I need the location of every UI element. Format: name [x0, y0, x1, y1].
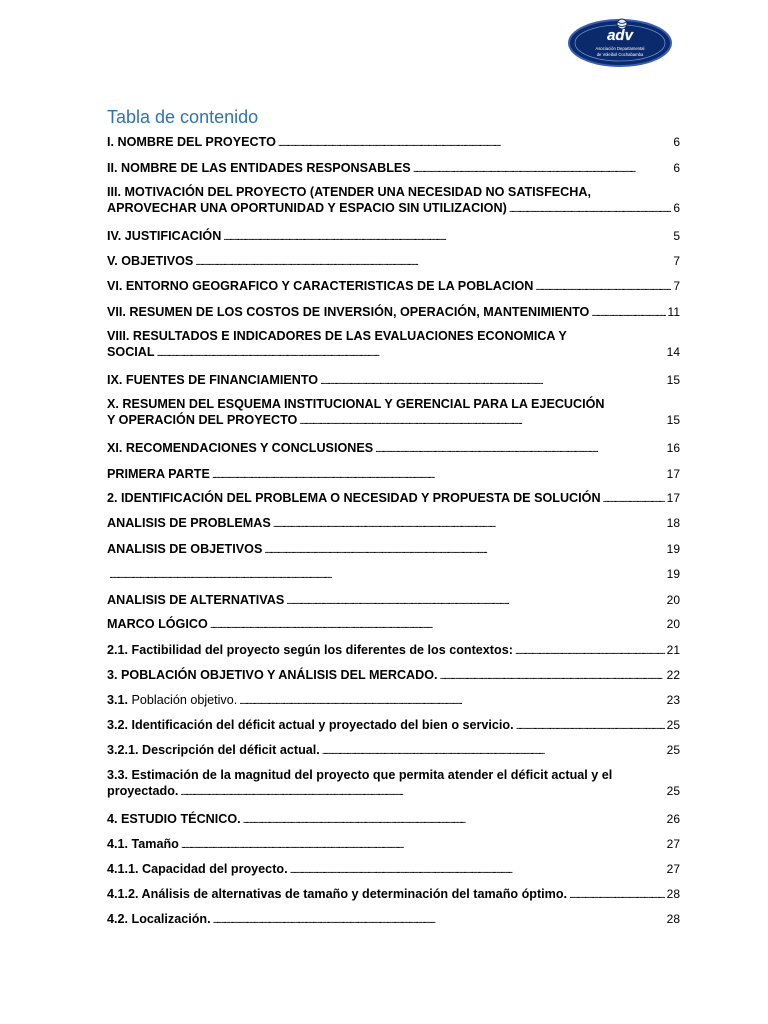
- toc-entry-line: [107, 253, 680, 271]
- toc-entry[interactable]: [107, 440, 680, 458]
- toc-page-number: 7: [673, 279, 680, 293]
- toc-entry[interactable]: [107, 541, 680, 559]
- toc-page-number: 28: [666, 912, 680, 926]
- toc-page-number: 20: [666, 617, 680, 631]
- dot-leader: [516, 717, 665, 735]
- toc-entry-line: [107, 200, 680, 218]
- toc-entry-text-line1: VIII. RESULTADOS E INDICADORES DE LAS EVALUACIONES ECONOMICA Y: [107, 329, 567, 343]
- toc-page-number: 18: [666, 516, 680, 530]
- toc-entry-text: [107, 692, 237, 708]
- toc-entry[interactable]: [107, 836, 680, 854]
- toc-entry-text: MARCO LÓGICO: [107, 617, 208, 631]
- toc-page-number: 6: [673, 161, 680, 175]
- toc-entry-line: [107, 811, 680, 829]
- toc-entry-line: [107, 515, 680, 533]
- dot-leader: [591, 304, 665, 322]
- dot-leader: [278, 134, 671, 152]
- dot-leader: [243, 811, 665, 829]
- toc-entry-line: [107, 372, 680, 390]
- toc-entry-text: XI. RECOMENDACIONES Y CONCLUSIONES: [107, 441, 374, 455]
- dot-leader: [157, 344, 665, 362]
- toc-entry[interactable]: [107, 911, 680, 929]
- toc-entry-text: proyectado.: [107, 784, 179, 798]
- toc-entry[interactable]: [107, 515, 680, 533]
- toc-entry-line: [107, 228, 680, 246]
- toc-page-number: 28: [666, 887, 680, 901]
- toc-page-number: 20: [666, 593, 680, 607]
- toc-entry[interactable]: [107, 228, 680, 246]
- toc-entry-line: [107, 783, 680, 801]
- dot-leader: [286, 592, 664, 610]
- toc-entry[interactable]: [107, 616, 680, 634]
- toc-entry-line: [107, 886, 680, 904]
- toc-entry-text: 4.1.2. Análisis de alternativas de tamaño y determinación del tamaño óptimo.: [107, 887, 568, 901]
- toc-entry[interactable]: [107, 717, 680, 735]
- toc-entry-text: IV. JUSTIFICACIÓN: [107, 229, 222, 243]
- toc-entry[interactable]: [107, 692, 680, 710]
- toc-entry[interactable]: [107, 304, 680, 322]
- toc-entry-line: [107, 134, 680, 152]
- toc-page-number: 7: [673, 254, 680, 268]
- association-logo: [567, 16, 673, 68]
- toc-entry-text: Y OPERACIÓN DEL PROYECTO: [107, 413, 298, 427]
- toc-entry[interactable]: [107, 742, 680, 760]
- toc-entry[interactable]: [107, 767, 680, 801]
- toc-entry-line: [107, 541, 680, 559]
- toc-entry[interactable]: [107, 861, 680, 879]
- toc-page-number: 23: [666, 693, 680, 707]
- toc-entry-text: V. OBJETIVOS: [107, 254, 194, 268]
- toc-entry-text: ANALISIS DE ALTERNATIVAS: [107, 593, 285, 607]
- toc-entry-text: 4. ESTUDIO TÉCNICO.: [107, 812, 241, 826]
- toc-entry-text: PRIMERA PARTE: [107, 467, 210, 481]
- toc-page-number: 25: [666, 784, 680, 798]
- toc-entry-line: [107, 490, 680, 508]
- toc-entry[interactable]: [107, 278, 680, 296]
- toc-entry-text: 4.1. Tamaño: [107, 837, 179, 851]
- toc-entry-text: ANALISIS DE PROBLEMAS: [107, 516, 271, 530]
- toc-page-number: 16: [666, 441, 680, 455]
- toc-page-number: 17: [666, 491, 680, 505]
- toc-entry-line: [107, 278, 680, 296]
- toc-entry-line: [107, 160, 680, 178]
- toc-entry-text: 2. IDENTIFICACIÓN DEL PROBLEMA O NECESIDAD Y PROPUESTA DE SOLUCIÓN: [107, 491, 601, 505]
- toc-entry[interactable]: [107, 490, 680, 508]
- dot-leader: [223, 228, 671, 246]
- toc-entry-line: [107, 642, 680, 660]
- toc-entry-line: [107, 440, 680, 458]
- dot-leader: [320, 372, 665, 390]
- dot-leader: [213, 911, 665, 929]
- dot-leader: [264, 541, 664, 559]
- svg-text:Asociación Departamental: Asociación Departamental: [595, 46, 645, 51]
- dot-leader: [109, 566, 665, 584]
- dot-leader: [180, 783, 664, 801]
- dot-leader: [413, 160, 672, 178]
- toc-page-number: 11: [667, 305, 680, 319]
- toc-entry-line: [107, 861, 680, 879]
- toc-entry[interactable]: [107, 642, 680, 660]
- dot-leader: [181, 836, 665, 854]
- toc-entry-text: 2.1. Factibilidad del proyecto según los diferentes de los contextos:: [107, 643, 513, 657]
- toc-page-number: 5: [673, 229, 680, 243]
- toc-entry[interactable]: [107, 466, 680, 484]
- toc-entry-line: [107, 616, 680, 634]
- toc-entry-line: [107, 911, 680, 929]
- dot-leader: [515, 642, 665, 660]
- toc-entry-line: [107, 667, 680, 685]
- toc-entry-text: VII. RESUMEN DE LOS COSTOS DE INVERSIÓN, OPERACIÓN, MANTENIMIENTO: [107, 305, 590, 319]
- toc-entry-line: [107, 566, 680, 584]
- toc-entry[interactable]: [107, 667, 680, 685]
- dot-leader: [210, 616, 665, 634]
- toc-page-number: 21: [666, 643, 680, 657]
- toc-entry-text: II. NOMBRE DE LAS ENTIDADES RESPONSABLES: [107, 161, 411, 175]
- dot-leader: [212, 466, 665, 484]
- toc-entry-line: [107, 692, 680, 710]
- toc-entry-label: Población objetivo.: [131, 693, 238, 707]
- toc-entry[interactable]: [107, 811, 680, 829]
- toc-page-number: 6: [673, 135, 680, 149]
- toc-entry-text: I. NOMBRE DEL PROYECTO: [107, 135, 276, 149]
- toc-page-number: 19: [666, 542, 680, 556]
- toc-entry[interactable]: [107, 372, 680, 390]
- dot-leader: [239, 692, 664, 710]
- toc-entry-text-line1: III. MOTIVACIÓN DEL PROYECTO (ATENDER UNA NECESIDAD NO SATISFECHA,: [107, 185, 591, 199]
- toc-entry[interactable]: [107, 566, 680, 584]
- toc-entry[interactable]: [107, 328, 680, 362]
- dot-leader: [322, 742, 665, 760]
- toc-entry-line: [107, 836, 680, 854]
- dot-leader: [375, 440, 664, 458]
- dot-leader: [440, 667, 665, 685]
- toc-entry-line: [107, 742, 680, 760]
- dot-leader: [195, 253, 671, 271]
- toc-entry-text: 3.2. Identificación del déficit actual y proyectado del bien o servicio.: [107, 718, 514, 732]
- dot-leader: [569, 886, 665, 904]
- dot-leader: [290, 861, 665, 879]
- toc-entry-line: [107, 592, 680, 610]
- dot-leader: [273, 515, 665, 533]
- toc-page-number: 14: [666, 345, 680, 359]
- toc-entry[interactable]: [107, 886, 680, 904]
- toc-entry-text: SOCIAL: [107, 345, 155, 359]
- toc-entry-text: 4.1.1. Capacidad del proyecto.: [107, 862, 288, 876]
- toc-page-number: 19: [666, 567, 680, 581]
- toc-entry-text: 3.2.1. Descripción del déficit actual.: [107, 743, 320, 757]
- toc-page-number: 22: [666, 668, 680, 682]
- toc-page-number: 25: [666, 743, 680, 757]
- dot-leader: [535, 278, 671, 296]
- toc-page-number: 25: [666, 718, 680, 732]
- dot-leader: [299, 412, 664, 430]
- toc-page-number: 15: [666, 413, 680, 427]
- toc-entry-text-line1: 3.3. Estimación de la magnitud del proyecto que permita atender el déficit actual y el: [107, 768, 613, 782]
- toc-entry[interactable]: [107, 253, 680, 271]
- toc-entry[interactable]: [107, 134, 680, 152]
- svg-text:de Voleibol Cochabamba: de Voleibol Cochabamba: [596, 52, 644, 57]
- toc-page-number: 17: [666, 467, 680, 481]
- toc-entry-text: ANALISIS DE OBJETIVOS: [107, 542, 263, 556]
- toc-entry-text: VI. ENTORNO GEOGRAFICO Y CARACTERISTICAS DE LA POBLACION: [107, 279, 534, 293]
- toc-entry[interactable]: [107, 184, 680, 218]
- toc-entry[interactable]: [107, 396, 680, 430]
- toc-entry-line: [107, 412, 680, 430]
- toc-page-number: 15: [666, 373, 680, 387]
- toc-entry-text: 3. POBLACIÓN OBJETIVO Y ANÁLISIS DEL MERCADO.: [107, 668, 438, 682]
- svg-text:adv: adv: [607, 27, 633, 44]
- dot-leader: [603, 490, 665, 508]
- toc-entry-line: [107, 344, 680, 362]
- toc-page-number: 6: [673, 201, 680, 215]
- toc-page-number: 27: [666, 862, 680, 876]
- toc-entry-text: 4.2. Localización.: [107, 912, 211, 926]
- toc-page-number: 26: [666, 812, 680, 826]
- toc-entry-text: APROVECHAR UNA OPORTUNIDAD Y ESPACIO SIN UTILIZACION): [107, 201, 507, 215]
- toc-entry-text-line1: X. RESUMEN DEL ESQUEMA INSTITUCIONAL Y GERENCIAL PARA LA EJECUCIÓN: [107, 397, 605, 411]
- toc-title: Tabla de contenido: [107, 107, 259, 127]
- toc-entry-line: [107, 304, 680, 322]
- toc-entry-line: [107, 466, 680, 484]
- toc-entry-line: [107, 717, 680, 735]
- toc-entry[interactable]: [107, 592, 680, 610]
- toc-entry[interactable]: [107, 160, 680, 178]
- toc-page-number: 27: [666, 837, 680, 851]
- dot-leader: [509, 200, 672, 218]
- toc-entry-number: 3.1.: [107, 693, 132, 707]
- toc-entry-text: IX. FUENTES DE FINANCIAMIENTO: [107, 373, 319, 387]
